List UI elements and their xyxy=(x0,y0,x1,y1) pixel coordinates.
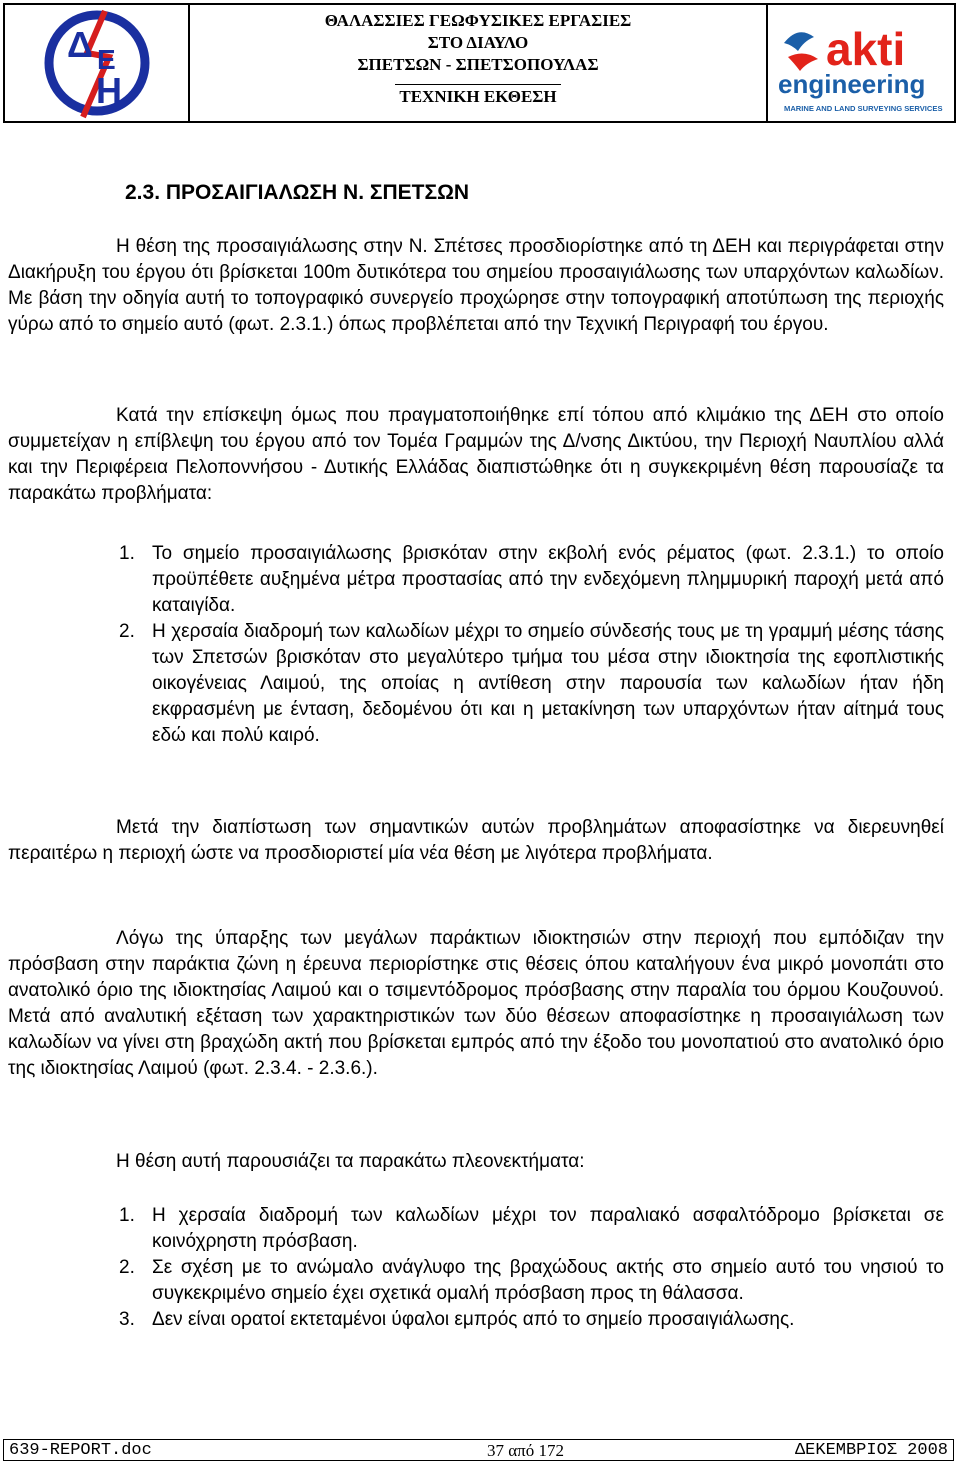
page-footer xyxy=(3,1439,954,1461)
akti-engineering-logo xyxy=(766,5,954,121)
page-header xyxy=(3,3,956,123)
list-item xyxy=(8,1203,944,1255)
list-item xyxy=(8,1307,944,1333)
list-number: 1. xyxy=(119,1205,135,1226)
paragraph-1: Η θέση της προσαιγιάλωσης στην Ν. Σπέτσες προσδιορίστηκε από τη ΔΕΗ και περιγράφεται στην Διακήρυξη του έργου ότι βρίσκεται 100m δυτικότερα του σημείου προσαιγιάλωσης των υπαρχόντων καλωδίων. Με βάση την οδηγία αυτή το τοπογραφικό συνεργείο προχώρησε στην τοπογραφική αποτύπωση της περιοχής γύρω από το σημείο αυτό (φωτ. 2.3.1.) όπως προβλέπεται από την Τεχνική Περιγραφή του έργου. xyxy=(8,236,944,335)
footer-date: ΔΕΚΕΜΒΡΙΟΣ 2008 xyxy=(794,1441,948,1460)
list-item xyxy=(8,541,944,619)
akti-tagline: MARINE AND LAND SURVEYING SERVICES xyxy=(784,104,943,113)
header-line-1: ΘΑΛΑΣΣΙΕΣ ΓΕΩΦΥΣΙΚΕΣ ΕΡΓΑΣΙΕΣ xyxy=(324,11,632,30)
list-text: Το σημείο προσαιγιάλωσης βρισκόταν στην εκβολή ενός ρέματος (φωτ. 2.3.1.) το οποίο προϋπέθετε αυξημένα μέτρα προστασίας από την ενδεχόμενη πλημμυρική παροχή μετά από καταιγίδα. xyxy=(152,543,944,616)
svg-text:Δ: Δ xyxy=(67,24,93,65)
header-title-block xyxy=(188,5,768,126)
engineering-word: engineering xyxy=(778,69,926,99)
deh-logo xyxy=(5,5,190,121)
list-number: 3. xyxy=(119,1309,135,1330)
deh-logo-graphic xyxy=(5,5,188,121)
list-item xyxy=(8,619,944,749)
header-line-4: ΤΕΧΝΙΚΗ ΕΚΘΕΣΗ xyxy=(399,87,557,106)
paragraph-2: Κατά την επίσκεψη όμως που πραγματοποιήθηκε επί τόπου από κλιμάκιο της ΔΕΗ στο οποίο συμμετείχαν η επίβλεψη του έργου από τον Τομέα Γραμμών της Δ/νσης Δικτύου, την Περιοχή Ναυπλίου αλλά και την Περιφέρεια Πελοποννήσου - Δυτικής Ελλάδας διαπιστώθηκε ότι η συγκεκριμένη θέση παρουσίαζε τα παρακάτω προβλήματα: xyxy=(8,405,944,504)
problems-list xyxy=(8,541,944,749)
section-title: 2.3. ΠΡΟΣΑΙΓΙΑΛΩΣΗ Ν. ΣΠΕΤΣΩΝ xyxy=(125,181,470,204)
paragraph-3: Μετά την διαπίστωση των σημαντικών αυτών προβλημάτων αποφασίστηκε να διερευνηθεί περαιτέρω η περιοχή ώστε να προσδιοριστεί μία νέα θέση με λιγότερα προβλήματα. xyxy=(8,817,944,864)
footer-page-number: 37 από 172 xyxy=(487,1441,564,1460)
akti-word: akti xyxy=(826,23,906,75)
footer-filename: 639-REPORT.doc xyxy=(9,1441,152,1460)
list-number: 2. xyxy=(119,621,135,642)
list-number: 2. xyxy=(119,1257,135,1278)
paragraph-4: Λόγω της ύπαρξης των μεγάλων παράκτιων ιδιοκτησιών στην περιοχή που εμπόδιζαν την πρόσβαση στην παράκτια ζώνη η έρευνα περιορίστηκε στις θέσεις όπου καταλήγουν ένα μικρό μονοπάτι στο ανατολικό όριο της ιδιοκτησίας Λαιμού και ο τσιμεντόδρομος πρόσβασης στην παραλία του όρμου Κουζουνού. Μετά από αναλυτική εξέταση των χαρακτηριστικών των δύο θέσεων αποφασίστηκε η προσαιγιάλωση των καλωδίων να γίνει στη βραχώδη ακτή που βρίσκεται εμπρός από την έξοδο του μονοπατιού στο ανατολικό όριο της ιδιοκτησίας Λαιμού (φωτ. 2.3.4. - 2.3.6.). xyxy=(8,928,944,1079)
akti-logo-graphic xyxy=(768,5,954,121)
paragraph-5: Η θέση αυτή παρουσιάζει τα παρακάτω πλεονεκτήματα: xyxy=(116,1151,585,1172)
header-line-2: ΣΤΟ ΔΙΑΥΛΟ xyxy=(427,33,529,52)
svg-text:Ε: Ε xyxy=(97,44,116,75)
header-divider xyxy=(395,84,561,85)
svg-text:Η: Η xyxy=(96,70,122,111)
header-line-3: ΣΠΕΤΣΩΝ - ΣΠΕΤΣΟΠΟΥΛΑΣ xyxy=(357,55,599,74)
list-text: Η χερσαία διαδρομή των καλωδίων μέχρι το σημείο σύνδεσής τους με τη γραμμή μέσης τάσης των Σπετσών βρισκόταν στο μεγαλύτερο τμήμα του μέσα στην ιδιοκτησία της εφοπλιστικής οικογένειας Λαιμού, της οποίας η αντίθεση στην παρουσία των καλωδίων ήταν ήδη εκφρασμένη με ένταση, δεδομένου ότι και η μετακίνηση των υπαρχόντων ήταν αίτημά τους εδώ και πολύ καιρό. xyxy=(152,621,944,746)
list-number: 1. xyxy=(119,543,135,564)
list-item xyxy=(8,1255,944,1307)
advantages-list xyxy=(8,1203,944,1333)
list-text: Σε σχέση με το ανώμαλο ανάγλυφο της βραχώδους ακτής στο σημείο αυτό του νησιού το συγκεκριμένο σημείο έχει σχετικά ομαλή πρόσβαση προς τη θάλασσα. xyxy=(152,1257,944,1304)
list-text: Η χερσαία διαδρομή των καλωδίων μέχρι τον παραλιακό ασφαλτόδρομο βρίσκεται σε κοινόχρηστη πρόσβαση. xyxy=(152,1205,944,1252)
list-text: Δεν είναι ορατοί εκτεταμένοι ύφαλοι εμπρός από το σημείο προσαιγιάλωσης. xyxy=(152,1309,795,1330)
